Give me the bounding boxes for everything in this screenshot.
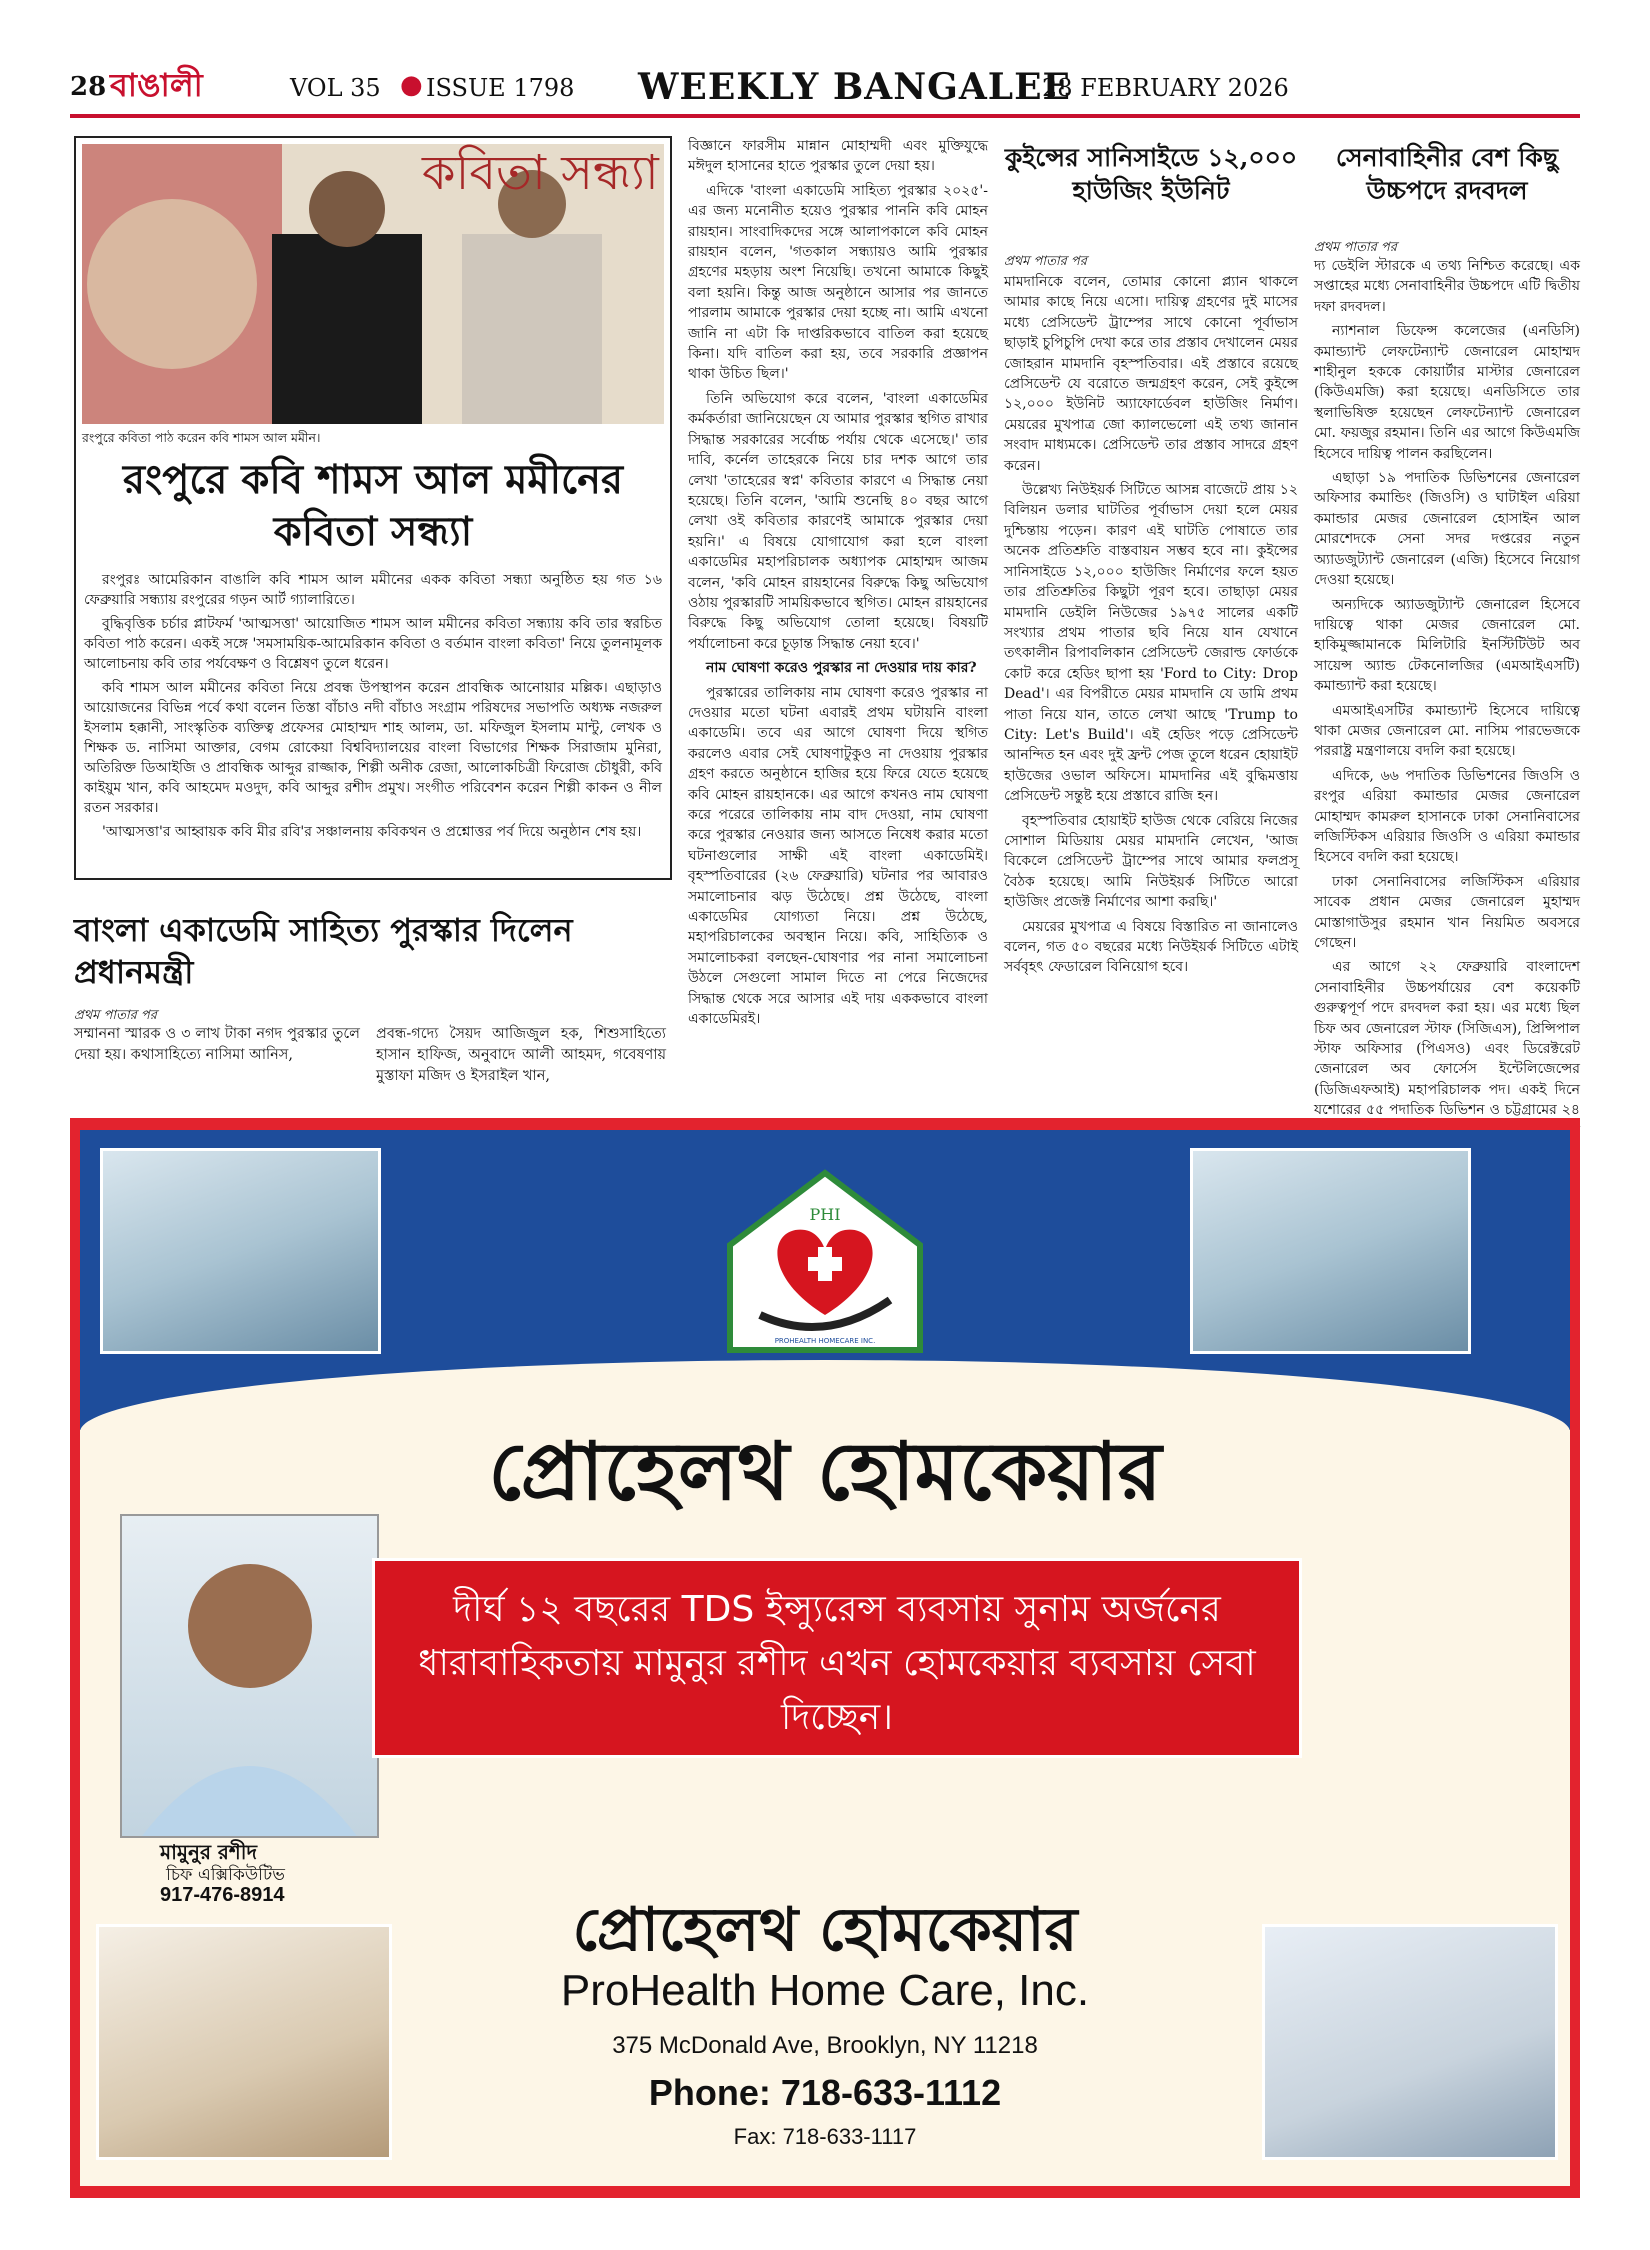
paragraph: 'আত্মসত্তা'র আহ্বায়ক কবি মীর রবি'র সঞ্চালনায় কবিকথন ও প্রশ্নোত্তর পর্ব দিয়ে অনুষ্ঠান শেষ হয়। xyxy=(102,824,642,840)
page-number: 28 xyxy=(70,72,107,102)
article-body xyxy=(1004,272,1298,1072)
svg-text:কবিতা সন্ধ্যা: কবিতা সন্ধ্যা xyxy=(422,145,659,201)
article-headline: বাংলা একাডেমি সাহিত্য পুরস্কার দিলেন প্রধানমন্ত্রী xyxy=(74,911,573,991)
person-name: মামুনুর রশীদ xyxy=(160,1840,257,1864)
paragraph: দ্য ডেইলি স্টারকে এ তথ্য নিশ্চিত করেছে। এক সপ্তাহের মধ্যে সেনাবাহিনীর উচ্চপদে এটি দ্বিতীয় দফা রদবদল। xyxy=(1314,258,1580,315)
article-body xyxy=(1314,256,1580,1119)
ad-logo xyxy=(720,1165,930,1355)
paragraph: এদিকে, ৬৬ পদাতিক ডিভিশনের জিওসি ও রংপুর এরিয়া কমান্ডার মেজর জেনারেল মোহাম্মদ কামরুল হাসানকে ঢাকা সেনানিবাসের লজিস্টিকস এরিয়ার জিওসি ও এরিয়া কমান্ডার হিসেবে বদলি করা হয়েছে। xyxy=(1314,767,1580,866)
ad-company-en: ProHealth Home Care, Inc. xyxy=(560,1966,1090,2015)
paragraph: এদিকে 'বাংলা একাডেমি সাহিত্য পুরস্কার ২০২৫'-এর জন্য মনোনীত হয়েও পুরস্কার পাননি কবি মোহন রায়হান। সাংবাদিকদের সঙ্গে আলাপকালে কবি মোহন রায়হান বলেন, 'গতকাল সন্ধ্যায়ও আমি পুরস্কার গ্রহণের মহড়ায় অংশ নিয়েছি। তখনো আমাকে কিছুই বলা হয়নি। কিন্তু আজ অনুষ্ঠানে আসার পর জানতে পারলাম আমাকে পুরস্কার দেয়া হচ্ছে না। আমি এখনো জানি না এটা কি দাপ্তরিকভাবে বাতিল করা হয়েছে কিনা। যদি বাতিল করা হয়, তবে সরকারি প্রজ্ঞাপন থাকা উচিত ছিল।' xyxy=(688,182,988,383)
article-body: সম্মাননা স্মারক ও ৩ লাখ টাকা নগদ পুরস্কার তুলে দেয়া হয়। কথাসাহিত্যে নাসিমা আনিস, xyxy=(74,1026,360,1063)
photo-caption: রংপুরে কবিতা পাঠ করেন কবি শামস আল মমীন। xyxy=(82,430,321,445)
home-heart-icon xyxy=(720,1165,930,1355)
article-byline: প্রথম পাতার পর xyxy=(1314,240,1397,255)
page-header xyxy=(70,64,1580,112)
ad-photo-exercise xyxy=(1262,1924,1558,2160)
paper-title: WEEKLY BANGALEE xyxy=(638,66,1071,108)
paragraph: বুদ্ধিবৃত্তিক চর্চার প্লাটফর্ম 'আত্মসত্তা' আয়োজিত শামস আল মমীনের কবিতা সন্ধ্যায় কবি তার স্বরচিত কবিতা পাঠ করেন। একই সঙ্গে 'সমসাময়িক-আমেরিকান কবিতা ও বর্তমান বাংলা কবিতা' নিয়ে তুলনামূলক আলোচনায় কবি তার পর্যবেক্ষণ ও বিশ্লেষণ তুলে ধরেন। xyxy=(84,616,662,672)
article-byline: প্রথম পাতার পর xyxy=(1004,254,1087,269)
header-divider xyxy=(70,114,1580,118)
paragraph: কবি শামস আল মমীনের কবিতা নিয়ে প্রবন্ধ উপস্থাপন করেন প্রাবন্ধিক আনোয়ার মল্লিক। এছাড়াও আয়োজনের বিভিন্ন পর্বে কথা বলেন তিস্তা বাঁচাও নদী বাঁচাও সংগ্রাম পরিষদের সভাপতি অধ্যক্ষ নজরুল ইসলাম হক্কানী, সাংস্কৃতিক ব্যক্তিত্ব প্রফেসর মোহাম্মদ শাহ আলম, ডা. মফিজুল ইসলাম মান্টু, লেখক ও শিক্ষক ড. নাসিমা আক্তার, বেগম রোকেয়া বিশ্ববিদ্যালয়ের বাংলা বিভাগের শিক্ষক সিরাজাম মুনিরা, অতিরিক্ত ডিআইজি ও প্রাবন্ধিক আব্দুর রাজ্জাক, শিল্পী অনীক রেজা, আলোকচিত্রী ফিরোজ চৌধুরী, কবি কাইয়ুম খান, কবি আহমেদ মওদুদ, কবি আব্দুর রশীদ প্রমুখ। সংগীত পরিবেশন করেন শিল্পী কাকন ও নীল রতন সরকার। xyxy=(84,680,662,816)
ad-person-photo xyxy=(120,1514,379,1838)
ad-fax: Fax: 718-633-1117 xyxy=(733,2124,917,2149)
ad-company-bn: প্রোহেলথ হোমকেয়ার xyxy=(572,1895,1078,1965)
issue-date: 28 FEBRUARY 2026 xyxy=(1042,74,1289,102)
article-headline: কুইন্সের সানিসাইডে ১২,০০০ হাউজিং ইউনিট xyxy=(1004,143,1298,205)
article-body xyxy=(84,570,662,870)
paragraph: ঢাকা সেনানিবাসের লজিস্টিকস এরিয়ার সাবেক প্রধান মেজর জেনারেল মুহাম্মদ মোস্তাগাউসুর রহমান খান নিয়মিত অবসরে গেছেন। xyxy=(1314,873,1580,951)
logo-subtext: PROHEALTH HOMECARE INC. xyxy=(774,1337,876,1345)
article-byline: প্রথম পাতার পর xyxy=(74,1008,157,1023)
person-phone: 917-476-8914 xyxy=(160,1884,285,1906)
paragraph: মেয়রের মুখপাত্র এ বিষয়ে বিস্তারিত না জানালেও বলেন, গত ৫০ বছরের মধ্যে নিউইয়র্ক সিটিতে এটাই সর্ববৃহৎ ফেডারেল বিনিয়োগ হবে। xyxy=(1004,918,1298,976)
paragraph: এমআইএসটির কমান্ড্যান্ট হিসেবে দায়িত্বে থাকা মেজর জেনারেল মো. নাসিম পারভেজকে পররাষ্ট্র মন্ত্রণালয়ে বদলি করা হয়েছে। xyxy=(1314,702,1580,760)
paragraph: তিনি অভিযোগ করে বলেন, 'বাংলা একাডেমির কর্মকর্তারা জানিয়েছেন যে আমার পুরস্কার স্থগিত রাখার সিদ্ধান্ত সরকারের সর্বোচ্চ পর্যায় থেকে এসেছে।' তার দাবি, কর্নেল তাহেরকে নিয়ে চার দশক আগে তার লেখা 'তাহেরের স্বপ্ন' কবিতার কারণে এ সিদ্ধান্ত নেয়া হয়েছে। তিনি বলেন, 'আমি শুনেছি ৪০ বছর আগে লেখা ওই কবিতার কারণেই আমাকে পুরস্কার দেয়া হয়নি।' এ বিষয়ে যোগাযোগ করা হলে বাংলা একাডেমির মহাপরিচালক অধ্যাপক মোহাম্মদ আজম বলেন, 'কবি মোহন রায়হানের বিরুদ্ধে কিছু অভিযোগ ওঠায় পুরস্কারটি সাময়িকভাবে স্থগিত। মোহন রায়হানের বিরুদ্ধে কিছু অভিযোগ তোলা হয়েছে। বিষয়টি পর্যালোচনা করে চূড়ান্ত সিদ্ধান্ত নেয়া হবে।' xyxy=(688,390,989,652)
paragraph: বৃহস্পতিবার হোয়াইট হাউজ থেকে বেরিয়ে নিজের সোশাল মিডিয়ায় মেয়র মামদানি লেখেন, 'আজ বিকেলে প্রেসিডেন্ট ট্রাম্পের সাথে আমার ফলপ্রসূ বৈঠক হয়েছে। আমি নিউইয়র্ক সিটিতে আরো হাউজিং প্রজেক্ট নির্মাণের আশা করছি।' xyxy=(1004,812,1298,911)
issue-label: ISSUE 1798 xyxy=(426,74,575,102)
photo-scene xyxy=(82,144,664,424)
ad-photo-nurse-patient xyxy=(100,1148,381,1354)
paragraph: বিজ্ঞানে ফারসীম মান্নান মোহাম্মদী এবং মুক্তিযুদ্ধে মঈদুল হাসানের হাতে পুরস্কার তুলে দেয়া হয়। xyxy=(688,138,988,175)
paragraph: এর আগে ২২ ফেব্রুয়ারি বাংলাদেশ সেনাবাহিনীর উচ্চপর্যায়ের বেশ কয়েকটি গুরুত্বপূর্ণ পদে রদবদল করা হয়। এর মধ্যে ছিল চিফ অব জেনারেল স্টাফ (সিজিএস), প্রিন্সিপাল স্টাফ অফিসার (পিএসও) এবং ডিরেক্টরেট জেনারেল অব ফোর্সেস ইন্টেলিজেন্সের (ডিজিএফআই) মহাপরিচালক পদ। একই দিনে যশোরের ৫৫ পদাতিক ডিভিশন ও চট্টগ্রামের ২৪ xyxy=(1314,959,1580,1119)
newspaper-logo: বাঙালী xyxy=(110,66,203,104)
ad-photo-caregiver xyxy=(1190,1148,1471,1354)
article-continued-column xyxy=(688,136,988,1070)
article-headline: সেনাবাহিনীর বেশ কিছু উচ্চপদে রদবদল xyxy=(1335,143,1559,205)
ad-address: 375 McDonald Ave, Brooklyn, NY 11218 xyxy=(612,2032,1038,2059)
ad-banner: দীর্ঘ ১২ বছরের TDS ইন্স্যুরেন্স ব্যবসায় সুনাম অর্জনের ধারাবাহিকতায় মামুনুর রশীদ এখন হোমকেয়ার ব্যবসায় সেবা দিচ্ছেন। xyxy=(372,1558,1302,1758)
subheading: নাম ঘোষণা করেও পুরস্কার না দেওয়ার দায় কার? xyxy=(706,660,977,677)
paragraph: অন্যদিকে অ্যাডজুট্যান্ট জেনারেল হিসেবে দায়িত্বে থাকা মেজর জেনারেল মো. হাকিমুজ্জামানকে মিলিটারি ইনস্টিটিউট অব সায়েন্স অ্যান্ড টেকনোলজির (এমআইএসটি) কমান্ড্যান্ট করা হয়েছে। xyxy=(1314,596,1580,695)
paragraph: রংপুরঃ আমেরিকান বাঙালি কবি শামস আল মমীনের একক কবিতা সন্ধ্যা অনুষ্ঠিত হয় গত ১৬ ফেব্রুয়ারি সন্ধ্যায় রংপুরের গড়ন আর্ট গ্যালারিতে। xyxy=(84,572,662,608)
paragraph: মামদানিকে বলেন, তোমার কোনো প্ল্যান থাকলে আমার কাছে নিয়ে এসো। দায়িত্ব গ্রহণের দুই মাসের মধ্যে প্রেসিডেন্ট ট্রাম্পের সাথে কোনো পূর্বাভাস ছাড়াই চুপিচুপি দেখা করে তার প্রস্তাব দেখালেন মেয়র জোহরান মামদানি বৃহস্পতিবার। এই প্রস্তাবে রয়েছে প্রেসিডেন্ট যে বরোতে জন্মগ্রহণ করেন, সেই কুইন্সে ১২,০০০ ইউনিট অ্যাফোর্ডেবল হাউজিং নির্মাণ। মেয়রের মুখপাত্র জো ক্যালভেলো এই তথ্য জানান সংবাদ মাধ্যমকে। প্রেসিডেন্ট তার প্রস্তাব সাদরে গ্রহণ করেন। xyxy=(1004,274,1298,474)
paragraph: উল্লেখ্য নিউইয়র্ক সিটিতে আসন্ন বাজেটে প্রায় ১২ বিলিয়ন ডলার ঘাটতির পূর্বাভাস দেয়া হলে মেয়র দুশ্চিন্তায় পড়েন। কারণ এই ঘাটতি পোষাতে তার অনেক প্রতিশ্রুতি বাস্তবায়ন সম্ভব হবে না। কুইন্সের সানিসাইডে ১২,০০০ হাউজিং নির্মাণের ফলে হয়ত তার প্রতিশ্রুতির কিছুটা পূরণ হবে। তাছাড়া মেয়র মামদানি ডেইলি নিউজের ১৯৭৫ সালের একটি সংখ্যার প্রথম পাতার ছবি নিয়ে যান যেখানে তৎকালীন রিপাবলিকান প্রেসিডেন্ট জেরাল্ড ফোর্ডকে কোট করে হেডিং ছাপা হয় 'Ford to City: Drop Dead'। এর বিপরীতে মেয়র মামদানি যে ডামি প্রথম পাতা নিয়ে যান, তাতে লেখা আছে 'Trump to City: Let's Build'। এই হেডিং পড়ে প্রেসিডেন্ট আনন্দিত হন এবং দুই ফ্রন্ট পেজ তুলে ধরেন হোয়াইট হাউজের ওভাল অফিসে। মামদানির এই বুদ্ধিমত্তায় প্রেসিডেন্ট সন্তুষ্ট হয়ে প্রস্তাবে রাজি হন। xyxy=(1004,482,1298,805)
logo-text: PHI xyxy=(809,1205,841,1224)
ad-photo-reading xyxy=(96,1924,392,2160)
ad-title: প্রোহেলথ হোমকেয়ার xyxy=(488,1424,1162,1518)
paragraph: পুরস্কারের তালিকায় নাম ঘোষণা করেও পুরস্কার না দেওয়ার মতো ঘটনা এবারই প্রথম ঘটায়নি বাংলা একাডেমি। তবে এর আগে ঘোষণা দিয়ে স্থগিত করলেও এবার সেই ঘোষণাটুকুও না দেওয়ায় পুরস্কার গ্রহণ করতে অনুষ্ঠানে হাজির হয়ে ফিরে যেতে হয়েছে কবি মোহন রায়হানকে। এর আগে কখনও নাম ঘোষণা করে পরেরে তালিকায় নাম বাদ দেওয়া, নাম ঘোষণা করে পুরস্কার নেওয়ার জন্য আসতে নিষেধ করার মতো ঘটনাগুলোর সাক্ষী এই বাংলা একাডেমিই। বৃহস্পতিবারের (২৬ ফেব্রুয়ারি) ঘটনার পর আবারও সমালোচনার ঝড় উঠেছে। প্রশ্ন উঠেছে, বাংলা একাডেমির যোগ্যতা নিয়ে। প্রশ্ন উঠেছে, মহাপরিচালকের অবস্থান নিয়ে। কবি, সাহিত্যিক ও সমালোচকরা বলছেন-ঘোষণার পর নানা সমালোচনা উঠলে সেগুলো সামাল দিতে না পেরে নিজেদের সিদ্ধান্ত থেকে সরে আসার এই দায় এককভাবে বাংলা একাডেমিরই। xyxy=(688,684,988,1028)
person-portrait xyxy=(122,1516,377,1836)
paragraph: ন্যাশনাল ডিফেন্স কলেজের (এনডিসি) কমান্ড্যান্ট লেফটেন্যান্ট জেনারেল মোহাম্মদ শাহীনুল হককে কোয়ার্টার মাস্টার জেনারেল (কিউএমজি) করা হয়েছে। এনডিসিতে তার স্থলাভিষিক্ত হয়েছেন লেফটেন্যান্ট জেনারেল মো. ফয়জুর রহমান। তিনি এর আগে কিউএমজি হিসেবে দায়িত্ব পালন করছিলেন। xyxy=(1314,323,1580,462)
paragraph: এছাড়া ১৯ পদাতিক ডিভিশনের জেনারেল অফিসার কমান্ডিং (জিওসি) ও ঘাটাইল এরিয়া কমান্ডার মেজর জেনারেল হোসাইন আল মোরশেদকে সেনা সদর দপ্তরের নতুন অ্যাডজুট্যান্ট জেনারেল (এজি) হিসেবে নিয়োগ দেওয়া হয়েছে। xyxy=(1314,470,1580,589)
article-poetry-evening xyxy=(74,136,672,880)
person-title: চিফ এক্সিকিউটিভ xyxy=(166,1865,285,1885)
article-body: প্রবন্ধ-গদ্যে সৈয়দ আজিজুল হক, শিশুসাহিত্যে হাসান হাফিজ, অনুবাদে আলী আহমদ, গবেষণায় মুস্তাফা মজিদ ও ইসরাইল খান, xyxy=(376,1026,666,1084)
poet-photo xyxy=(82,144,664,424)
bullet-icon: ● xyxy=(400,70,423,100)
ad-phone: Phone: 718-633-1112 xyxy=(648,2072,1002,2113)
volume-label: VOL 35 xyxy=(290,74,381,102)
article-headline: রংপুরে কবি শামস আল মমীনের কবিতা সন্ধ্যা xyxy=(122,456,624,555)
